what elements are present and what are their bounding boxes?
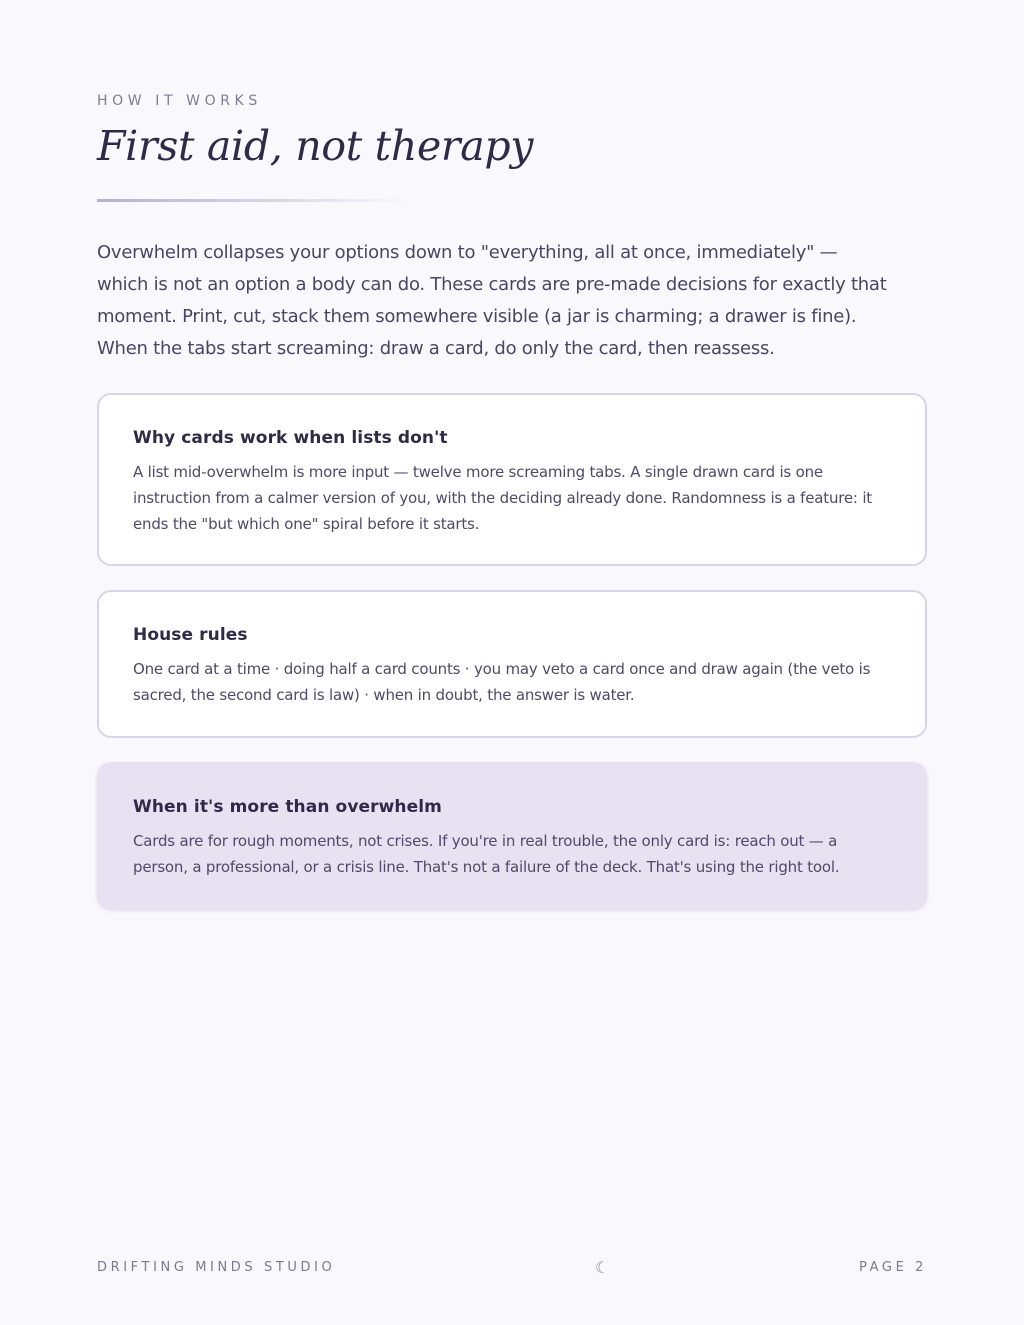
card-body: A list mid-overwhelm is more input — twelve more screaming tabs. A single drawn card is one instruction from a calmer version of you, with the deciding already done. Randomness is a feature: it ends the "but which one" spiral before it starts. — [133, 463, 872, 533]
card-title: When it's more than overwhelm — [133, 797, 442, 817]
moon-icon: ☾ — [595, 1258, 610, 1277]
card-title: Why cards work when lists don't — [133, 428, 448, 448]
card-body: One card at a time · doing half a card counts · you may veto a card once and draw again (the veto is sacred, the second card is law) · when in doubt, the answer is water. — [133, 660, 871, 704]
footer-page-number: PAGE 2 — [859, 1260, 927, 1275]
intro-paragraph: Overwhelm collapses your options down to "everything, all at once, immediately" — which is not an option a body can do. These cards are pre-made decisions for exactly that moment. Print, cut, stack them somewhere visible (a jar is charming; a drawer is fine). When the tabs start screaming: draw a card, do only the card, then reassess. — [97, 242, 887, 359]
card-title: House rules — [133, 625, 248, 645]
page-title: First aid, not therapy — [97, 122, 534, 170]
card-body: Cards are for rough moments, not crises. If you're in real trouble, the only card is: reach out — a person, a professional, or a crisis line. That's not a failure of the deck. That's using the right tool. — [133, 832, 840, 876]
card-why-cards-work — [97, 393, 927, 566]
footer-studio-name: DRIFTING MINDS STUDIO — [97, 1260, 336, 1275]
title-divider — [97, 199, 407, 202]
section-eyebrow: HOW IT WORKS — [97, 93, 262, 109]
page-footer — [97, 1260, 927, 1280]
card-house-rules — [97, 590, 927, 738]
card-more-than-overwhelm — [97, 762, 927, 909]
